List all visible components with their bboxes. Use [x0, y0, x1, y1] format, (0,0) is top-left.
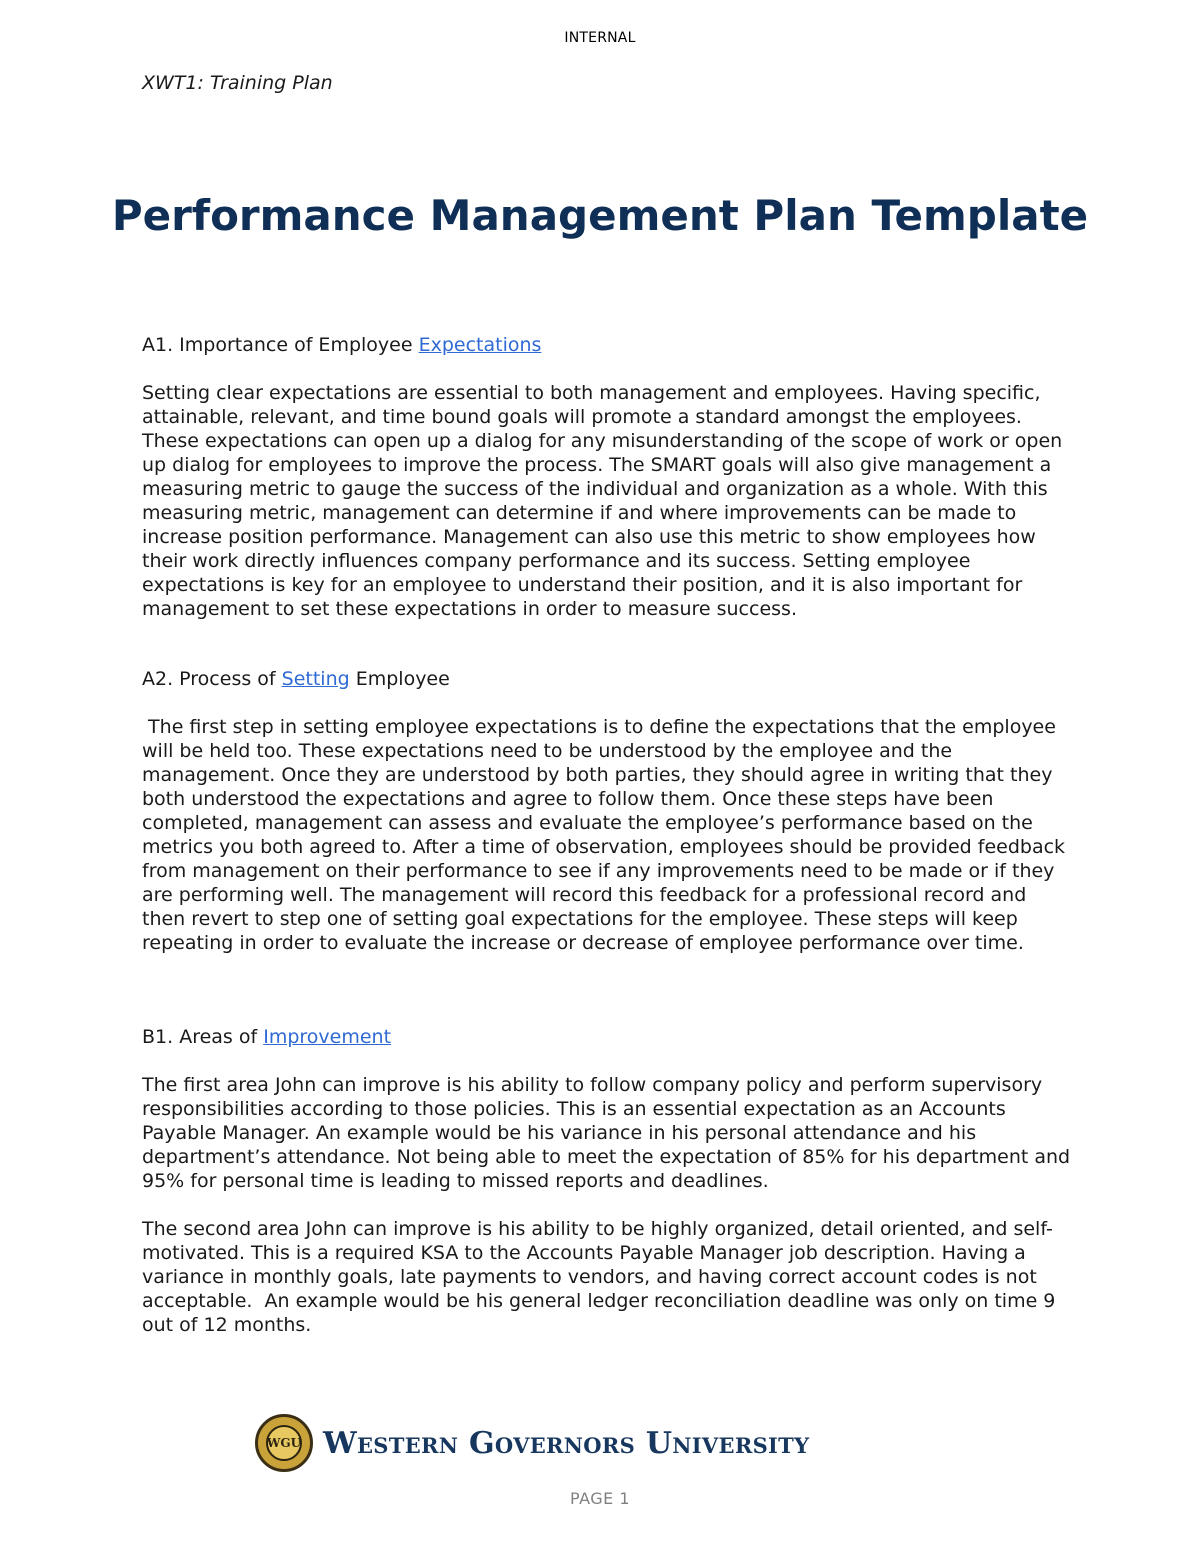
section-heading-suffix: Employee: [349, 668, 450, 690]
document-title: Performance Management Plan Template: [111, 191, 1089, 240]
section-heading-text: A1. Importance of Employee: [142, 334, 419, 356]
seal-monogram: WGU: [266, 1425, 302, 1461]
section-heading-b1: [142, 1025, 1072, 1049]
section-heading-a2: [142, 667, 1072, 691]
paragraph-a2: The first step in setting employee expectations is to define the expectations that the employee will be held too. These expectations need to be understood by the employee and the management. Once they are understood by both parties, they should agree in writing that they both understood the expectations and agree to follow them. Once these steps have been completed, management can assess and evaluate the employee’s performance based on the metrics you both agreed to. After a time of observation, employees should be provided feedback from management on their performance to see if any improvements need to be made or if they are performing well. The management will record this feedback for a professional record and then revert to step one of setting goal expectations for the employee. These steps will keep repeating in order to evaluate the increase or decrease of employee performance over time.: [142, 716, 1072, 954]
improvement-link[interactable]: Improvement: [263, 1026, 392, 1048]
section-heading-text: A2. Process of: [142, 668, 282, 690]
section-heading-a1: [142, 333, 1072, 357]
paragraph-b1-first: The first area John can improve is his ability to follow company policy and perform supervisory responsibilities according to those policies. This is an essential expectation as an Accounts Payable Manager. An example would be his variance in his personal attendance and his department’s attendance. Not being able to meet the expectation of 85% for his department and 95% for personal time is leading to missed reports and deadlines.: [142, 1074, 1071, 1192]
paragraph-a1: Setting clear expectations are essential to both management and employees. Having specific, attainable, relevant, and time bound goals will promote a standard amongst the employees. These expectations can open up a dialog for any misunderstanding of the scope of work or open up dialog for employees to improve the process. The SMART goals will also give management a measuring metric to gauge the success of the individual and organization as a whole. With this measuring metric, management can determine if and where improvements can be made to increase position performance. Management can also use this metric to show employees how their work directly influences company performance and its success. Setting employee expectations is key for an employee to understand their position, and it is also important for management to set these expectations in order to measure success.: [142, 382, 1063, 620]
university-wordmark: Western Governors University: [323, 1425, 810, 1461]
paragraph-b1-second: The second area John can improve is his ability to be highly organized, detail oriented, and self-motivated. This is a required KSA to the Accounts Payable Manager job description. Having a variance in monthly goals, late payments to vendors, and having correct account codes is not acceptable. An example would be his general ledger reconciliation deadline was only on time 9 out of 12 months.: [142, 1218, 1062, 1336]
classification-label: INTERNAL: [564, 30, 636, 46]
page-number: PAGE 1: [569, 1489, 631, 1508]
university-seal-icon: [255, 1414, 313, 1472]
course-header: XWT1: Training Plan: [142, 72, 333, 94]
section-heading-text: B1. Areas of: [142, 1026, 264, 1048]
setting-link[interactable]: Setting: [281, 668, 350, 690]
document-body: [142, 333, 1072, 1337]
expectations-link[interactable]: Expectations: [418, 334, 542, 356]
university-logo: [255, 1412, 915, 1474]
